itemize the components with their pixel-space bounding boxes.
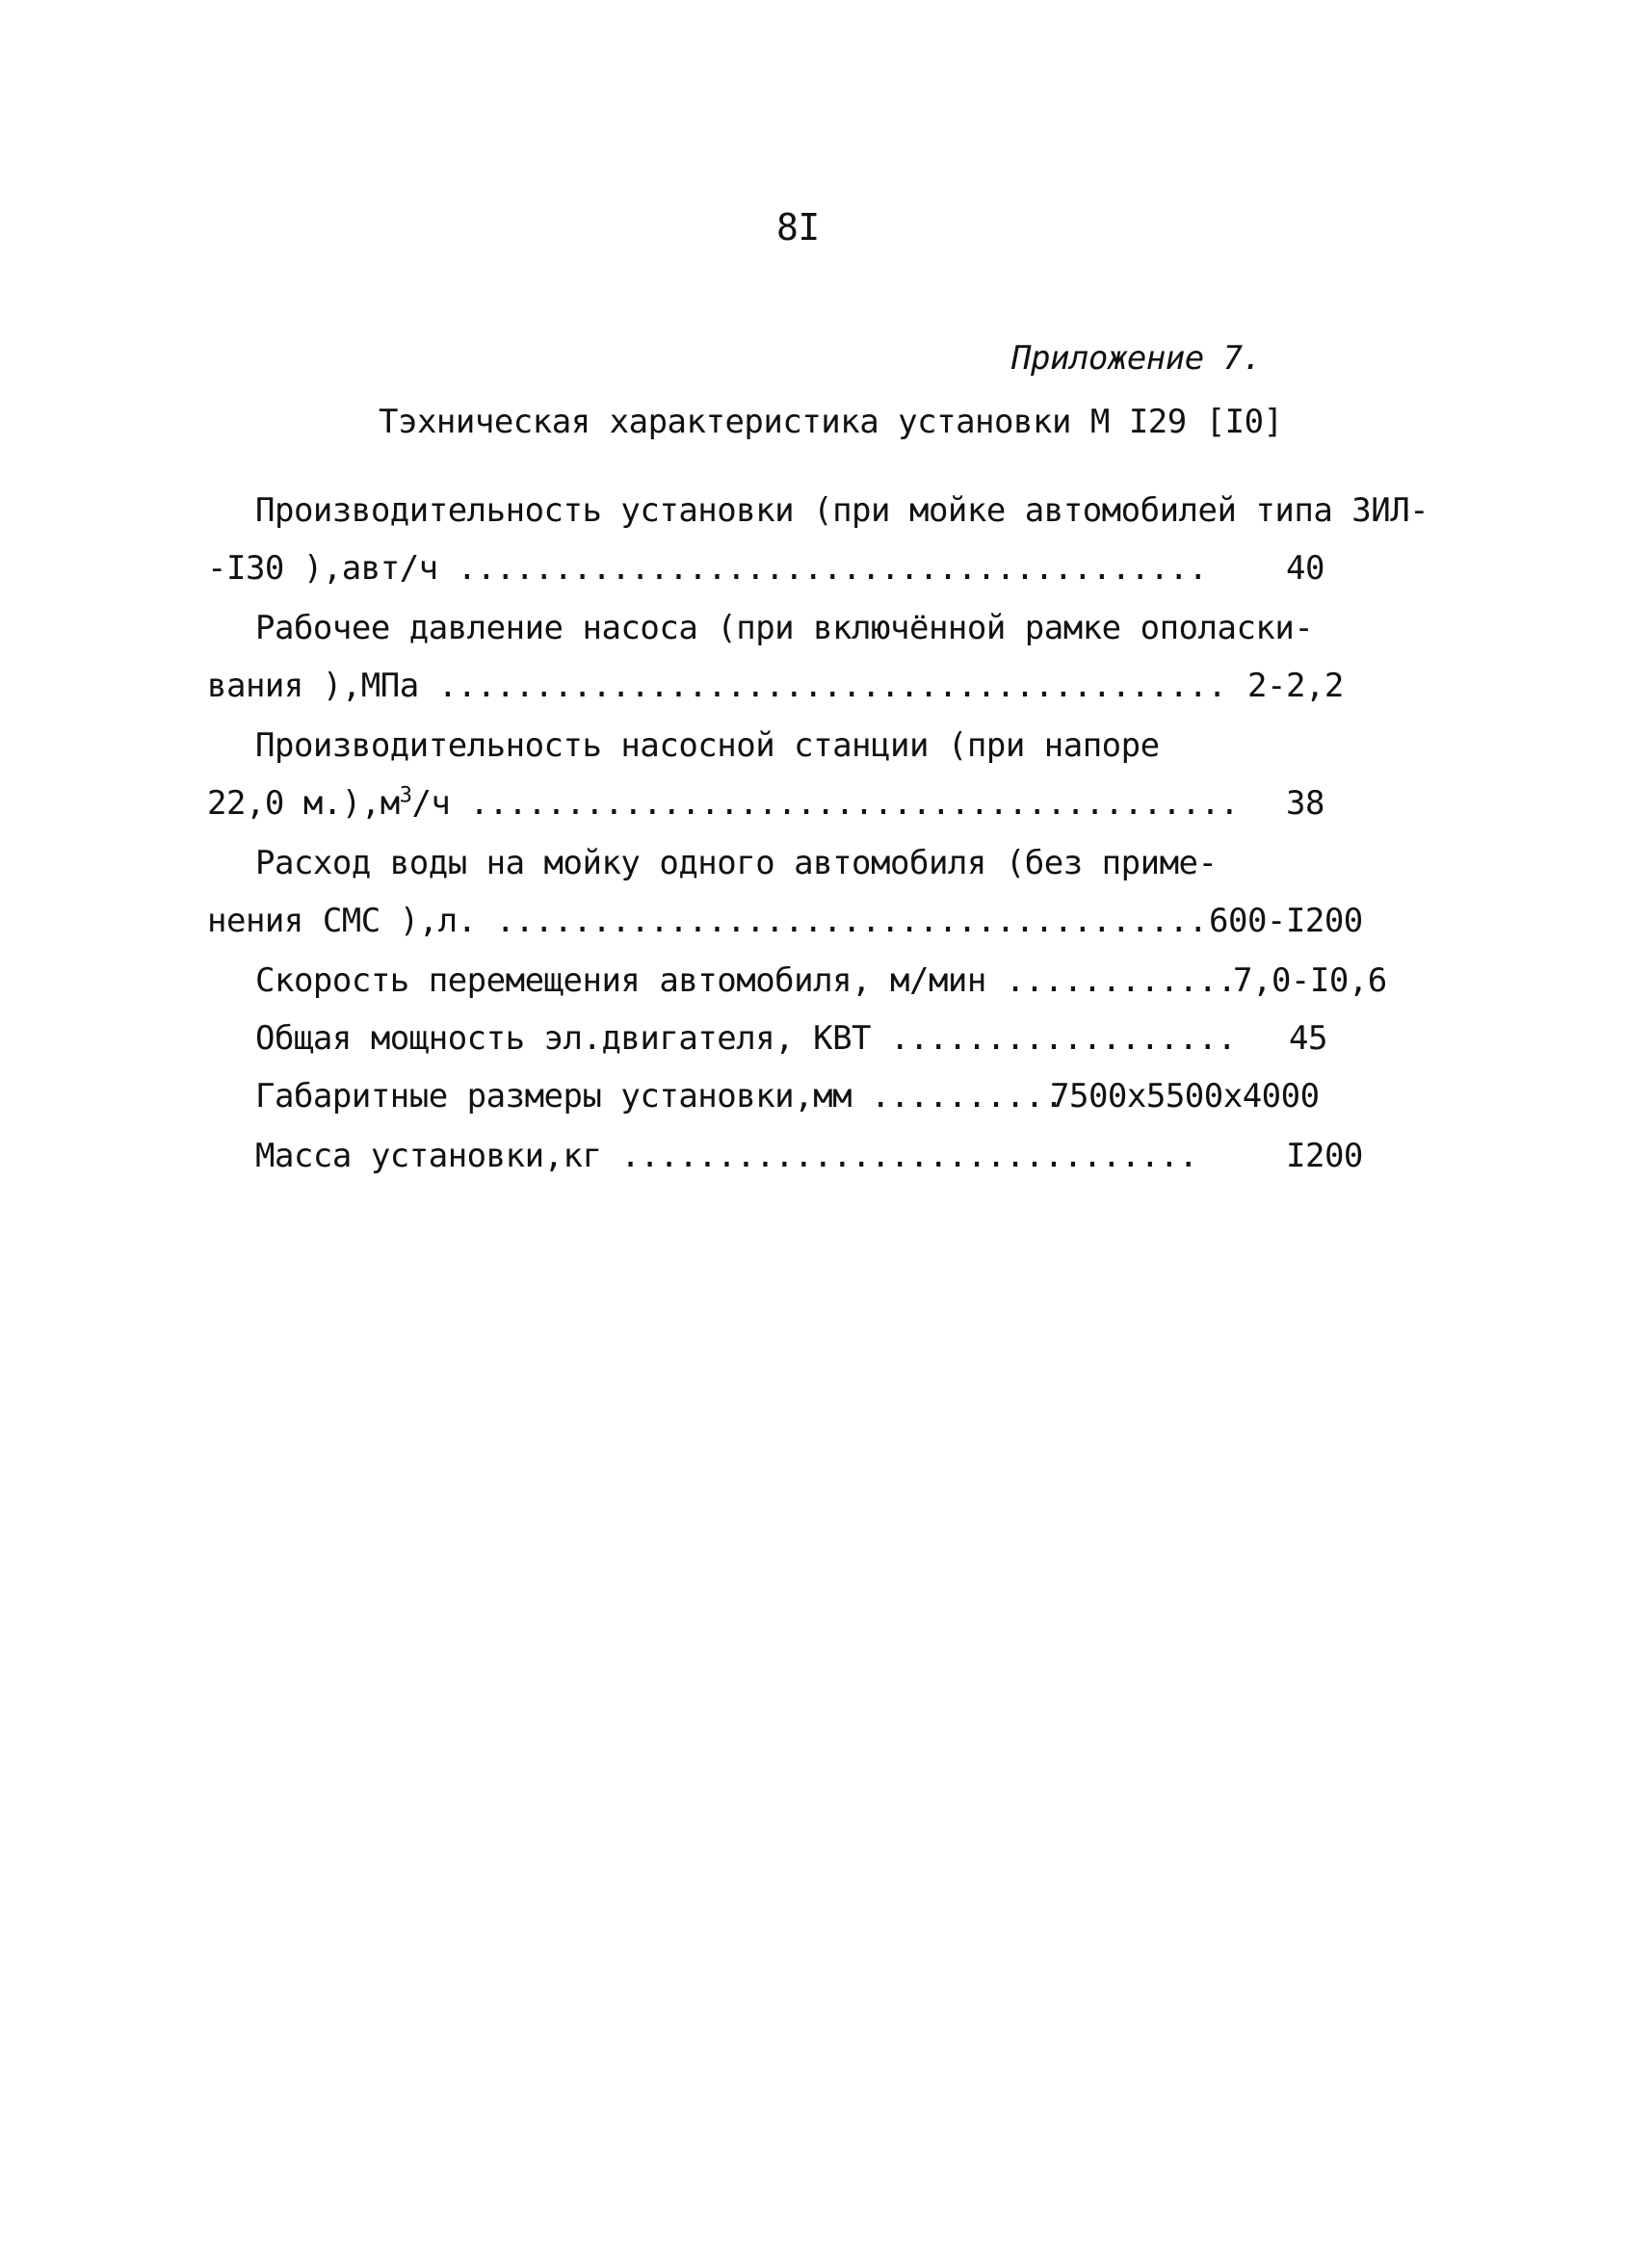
spec-dimensions-line: Габаритные размеры установки,мм .......... xyxy=(255,1077,1063,1116)
spec-performance-line1: Производительность установки (при мойке автомобилей типа ЗИЛ- xyxy=(255,491,1429,530)
spec-pressure-line2: вания ),МПа ......................................... xyxy=(207,667,1227,705)
spec-water-line2: нения СМС ),л. ..................................... xyxy=(207,902,1208,940)
spec-power-line: Общая мощность эл.двигателя, КВТ .................. xyxy=(255,1019,1237,1058)
appendix-label: Приложение 7. xyxy=(1011,339,1262,378)
spec-speed-line: Скорость перемещения автомобиля, м/мин ............ xyxy=(255,961,1237,1000)
page-number: 8I xyxy=(776,206,820,249)
document-title: Тэхническая характеристика установки М I29 [I0] xyxy=(379,403,1283,441)
spec-mass-value: I200 xyxy=(1286,1137,1363,1175)
spec-pump-value: 38 xyxy=(1286,784,1324,823)
spec-dimensions-value: 7500х5500х4000 xyxy=(1050,1077,1320,1116)
spec-speed-value: 7,0-I0,6 xyxy=(1233,961,1387,1000)
spec-pump-line2 xyxy=(207,784,1239,823)
spec-pump-line2-b: /ч ........................................ xyxy=(411,784,1240,823)
spec-mass-line: Масса установки,кг .............................. xyxy=(255,1137,1198,1175)
spec-pump-line2-a: 22,0 м.),м xyxy=(207,784,400,823)
spec-water-value: 600-I200 xyxy=(1209,902,1363,940)
spec-performance-line2: -I30 ),авт/ч ....................................... xyxy=(207,549,1208,588)
spec-pump-line1: Производительность насосной станции (при напоре xyxy=(255,726,1160,765)
spec-power-value: 45 xyxy=(1289,1019,1327,1058)
spec-pump-superscript: 3 xyxy=(399,783,412,808)
spec-pressure-value: 2-2,2 xyxy=(1247,667,1344,705)
spec-performance-value: 40 xyxy=(1286,549,1324,588)
spec-water-line1: Расход воды на мойку одного автомобиля (без приме- xyxy=(255,844,1218,882)
spec-pressure-line1: Рабочее давление насоса (при включённой рамке ополаски- xyxy=(255,609,1314,647)
